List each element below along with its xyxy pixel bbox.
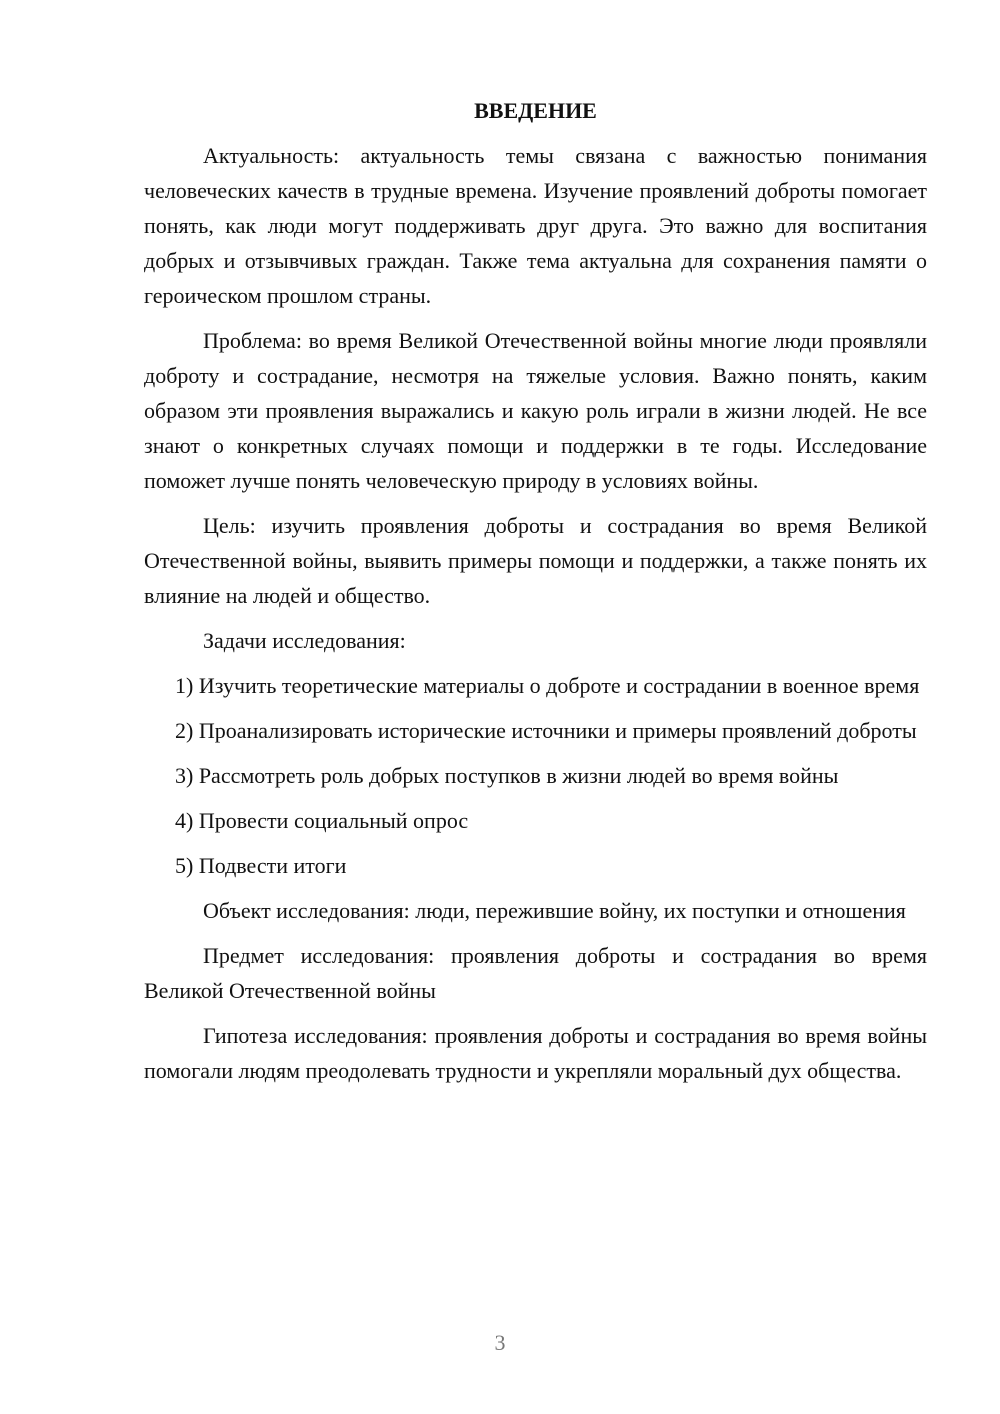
relevance-paragraph: Актуальность: актуальность темы связана с важностью понимания человеческих качеств в трудные времена. Изучение проявлений доброты помогает понять, как люди могут поддерживать друг друга. Это важно для воспитания добрых и отзывчивых граждан. Также тема актуальна для сохранения памяти о героическом прошлом страны. xyxy=(144,143,927,308)
page-number: 3 xyxy=(494,1330,506,1355)
tasks-intro: Задачи исследования: xyxy=(203,628,406,653)
goal-paragraph: Цель: изучить проявления доброты и сострадания во время Великой Отечественной войны, выявить примеры помощи и поддержки, а также понять их влияние на людей и общество. xyxy=(144,513,927,608)
task-item-1: 1) Изучить теоретические материалы о доброте и сострадании в военное время xyxy=(175,673,920,698)
object-paragraph: Объект исследования: люди, пережившие войну, их поступки и отношения xyxy=(203,898,906,923)
task-item-3: 3) Рассмотреть роль добрых поступков в жизни людей во время войны xyxy=(175,763,839,788)
task-item-2: 2) Проанализировать исторические источники и примеры проявлений доброты xyxy=(175,718,917,743)
task-item-5: 5) Подвести итоги xyxy=(175,853,347,878)
page-content xyxy=(144,93,927,1098)
section-heading: ВВЕДЕНИЕ xyxy=(474,98,597,123)
task-item-4: 4) Провести социальный опрос xyxy=(175,808,469,833)
hypothesis-paragraph: Гипотеза исследования: проявления доброты и сострадания во время войны помогали людям преодолевать трудности и укрепляли моральный дух общества. xyxy=(144,1023,927,1083)
problem-paragraph: Проблема: во время Великой Отечественной войны многие люди проявляли доброту и сострадание, несмотря на тяжелые условия. Важно понять, каким образом эти проявления выражались и какую роль играли в жизни людей. Не все знают о конкретных случаях помощи и поддержки в те годы. Исследование поможет лучше понять человеческую природу в условиях войны. xyxy=(144,328,927,493)
subject-paragraph: Предмет исследования: проявления доброты и сострадания во время Великой Отечественной войны xyxy=(144,943,927,1003)
tasks-list xyxy=(144,668,927,883)
